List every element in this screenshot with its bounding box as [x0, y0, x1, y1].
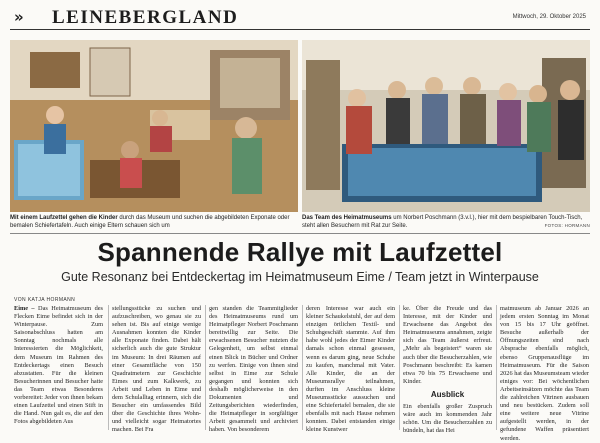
- column-text: stellungsstücke zu suchen und aufzuschreiben, wo genau sie zu sehen ist. Bis auf einige wenige Ausnahmen konnten die Kinder alle Exponate finden. Dabei hält sicherlich auch die gute Struktur im Museum: In drei Räumen auf einer Gesamtfläche von 150 Quadratmetern zur Geschichte Eimes und zum Kalkwerk, zu Arbeit und Leben in Eime und dem Schulalltag erinnern, sich die Besucher ein umfassendes Bild über die Geschichte ihres Wohn- und vielleicht sogar Heimatortes machen. Bei Fra: [112, 305, 201, 434]
- caption-right-lead: Das Team des Heimatmuseums: [302, 215, 392, 221]
- column-text: Das Heimatmuseum des Flecken Eime befindet sich in der Winterpause. Zum Saisonabschluss hatten am Sonntag nochmals alle Interessierten die Möglichkeit, dem Museum im Rahmen des Entdeckertags einen Besuch abzustatten. Für die kleinen Besucherinnen und Besucher hatte das Team etwas Besonderes vorbereitet: Jeder von ihnen bekam einen Laufzettel und einen Stift in die Hand. Nun galt es, die auf den Fotos abgebildeten Aus: [14, 305, 103, 426]
- column-3: [209, 305, 298, 434]
- photo-credit: FOTOS: HORMANN: [544, 223, 590, 228]
- column-rule: [302, 305, 303, 430]
- column-subheading: Ausblick: [430, 389, 465, 399]
- column-1: [14, 305, 103, 430]
- column-text-continued: Ein ebenfalls großer Zuspruch wäre auch im kommenden Jahr schön. Um die Besucherzahlen zu bündeln, hat das Hei: [403, 403, 492, 435]
- caption-right-text: um Norbert Poschmann (3.v.l.), hier mit dem bespielbaren Touch-Tisch, steht allen Besuchern mit Rat zur Seite.: [302, 215, 583, 229]
- column-5: [403, 305, 492, 435]
- column-4: [306, 305, 395, 434]
- column-text: matmuseum ab Januar 2026 an jedem ersten Sonntag im Monat von 15 bis 17 Uhr geöffnet. Besuche außerhalb der Öffnungszeiten sind nach Absprache ebenfalls möglich, ebenso Gruppenausflüge im Heimatmuseum. Für die Saison 2026 hat das Museumsteam wieder einiges vor: Bei wöchentlichen Arbeitseinsätzen möchte das Team die zahlreichen Vitrinen ausbauen und neu bestücken. Zudem soll eine weitere neue Vitrine aufgestellt werden, in der gefundene Waffen präsentiert werden.: [500, 305, 589, 442]
- column-6: [500, 305, 589, 442]
- section-header: [10, 4, 590, 30]
- column-text: deren Interesse war auch ein kleiner Schaukelstuhl, der auf dem einzigen örtlichen Textil- und Schuhgeschäft stammte. Auf ihm habe wohl jedes der Eimer Kinder damals schon einmal gesessen, wenn es darum ging, neue Schuhe zu kaufen, manchmal mit Vater. Alle Kinder, die an der Museumsrallye teilnahmen, durften im Anschluss kleine Museumsstücke aussuchen und eine Schiefertafel bemalen, die sie ebenfalls mit nach Hause nehmen konnten. Dabei entstanden einige kleine Kunstwer: [306, 305, 395, 434]
- section-title: LEINEBERGLAND: [52, 7, 239, 28]
- article-subheadline: Gute Resonanz bei Entdeckertag im Heimatmuseum Eime / Team jetzt in Winterpause: [61, 270, 539, 284]
- column-rule: [205, 305, 206, 430]
- caption-left-lead: Mit einem Laufzettel gehen die Kinder: [10, 215, 118, 221]
- dateline-lead: Eime –: [14, 305, 35, 312]
- article-headline: Spannende Rallye mit Laufzettel: [97, 237, 503, 267]
- article-body: [14, 305, 590, 442]
- children-museum-photo: [10, 40, 298, 212]
- column-2: [112, 305, 201, 434]
- byline: VON KATJA HORMANN: [14, 297, 76, 303]
- column-text: ke. Über die Freude und das Interesse, mit der Kinder und Erwachsene das Angebot des Heimatmuseums annahmen, zeigte sich das Team äußerst erfreut. „Mehr als begeistert“ waren sie auch über die Besucherzahlen, wie Poschmann beschreibt: Es kamen etwa 70 bis 75 Erwachsene und Kinder.: [403, 305, 492, 385]
- section-marker: »: [14, 8, 24, 26]
- photo-captions: [10, 214, 590, 232]
- caption-left-text: durch das Museum und suchen die abgebildeten Exponate oder bemalen Schiefertafeln. Auch einige Eltern schauen sich um: [10, 215, 290, 229]
- column-rule: [108, 305, 109, 430]
- caption-left: [10, 214, 298, 230]
- issue-date: Mittwoch, 29. Oktober 2025: [512, 14, 586, 20]
- column-rule: [399, 305, 400, 430]
- column-text: gen standen die Teammitglieder des Heimatmuseums rund um Heimatpfleger Norbert Poschmann bereitwillig zur Seite. Die erwachsenen Besucher nutzten die Gelegenheit, um selbst einmal einen Blick in Bücher und Ordner zu werfen. Einige von ihnen sind selbst in Eime zur Schule gegangen und konnten sich deshalb möglicherweise in den Dokumenten und Zeitungsberichten wiederfinden, die Heimatpfleger in sorgfältiger Arbeit gesammelt und archiviert haben. Von besonderem: [209, 305, 298, 434]
- column-rule: [496, 305, 497, 430]
- group-touch-table-photo: [302, 40, 590, 212]
- divider: [10, 233, 590, 234]
